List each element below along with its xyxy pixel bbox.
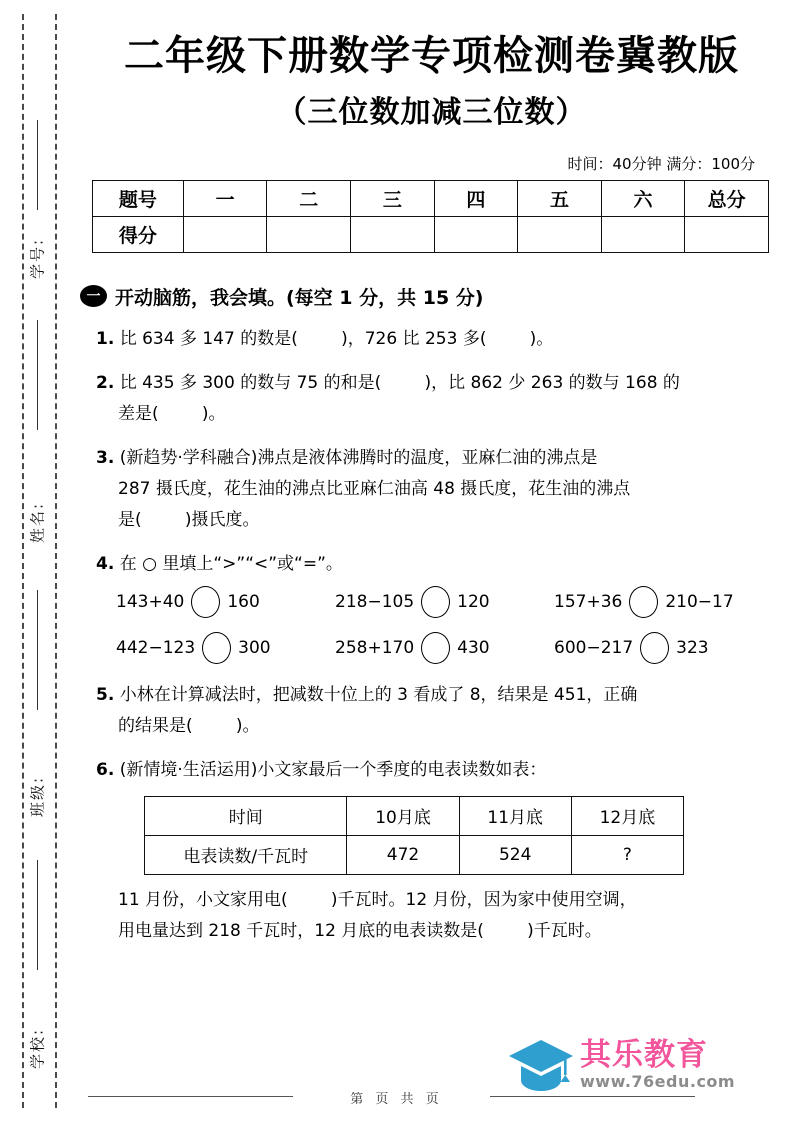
- question-body: (新趋势·学科融合)沸点是液体沸腾时的温度，亚麻仁油的沸点是: [119, 447, 598, 468]
- meter-table-wrapper: [144, 796, 684, 875]
- score-table-row-label: 题号: [93, 180, 184, 216]
- question-body: 比 435 多 300 的数与 75 的和是( )，比 862 少 263 的数与 168 的: [119, 372, 680, 393]
- meter-value-cell: 524: [459, 835, 571, 874]
- margin-label-student-id: 学号:: [28, 237, 47, 280]
- question-text-cont: 11 月份，小文家用电( )千瓦时。12 月份，因为家中使用空调，: [118, 889, 637, 910]
- comparison-right: 120: [457, 591, 490, 612]
- meter-header-cell: 11月底: [459, 796, 571, 835]
- question-2: [96, 368, 773, 430]
- comparison-left: 442−123: [116, 637, 196, 658]
- logo-url: www.76edu.com: [580, 1072, 736, 1092]
- comparison-right: 323: [676, 637, 709, 658]
- page-title: 二年级下册数学专项检测卷冀教版: [124, 33, 739, 79]
- margin-label-class: 班级:: [28, 775, 47, 818]
- comparison-left: 143+40: [116, 591, 185, 612]
- comparison-item: [554, 632, 773, 664]
- comparison-answer-circle[interactable]: [640, 632, 669, 664]
- score-table-header-cell: 三: [351, 180, 435, 216]
- question-text-cont: 差是( )。: [118, 403, 226, 424]
- margin-divider-2: [37, 320, 38, 430]
- meter-value-cell: 472: [347, 835, 459, 874]
- score-table-header-cell: 五: [518, 180, 602, 216]
- question-number: 1.: [96, 328, 115, 349]
- question-number: 6.: [96, 759, 115, 780]
- score-table-row-label: 得分: [93, 216, 184, 252]
- meter-header-cell: 时间: [145, 796, 347, 835]
- comparison-left: 157+36: [554, 591, 623, 612]
- question-text-cont: 是( )摄氏度。: [118, 509, 260, 530]
- page-subtitle: （三位数加减三位数）: [276, 94, 587, 130]
- question-text-cont: 用电量达到 218 千瓦时，12 月底的电表读数是( )千瓦时。: [118, 920, 602, 941]
- question-text: [96, 755, 773, 786]
- page-footer: 第 页 共 页: [350, 1092, 443, 1107]
- margin-divider-3: [37, 590, 38, 710]
- score-input-cell[interactable]: [601, 216, 685, 252]
- question-number: 5.: [96, 684, 115, 705]
- score-input-cell[interactable]: [351, 216, 435, 252]
- meter-row-label: 电表读数/千瓦时: [145, 835, 347, 874]
- exam-meta: 时间：40分钟 满分：100分: [567, 154, 755, 173]
- logo-name: 其乐教育: [580, 1036, 708, 1073]
- question-1: [96, 324, 773, 355]
- meter-header-cell: 10月底: [347, 796, 459, 835]
- comparison-item: [116, 586, 335, 618]
- comparison-left: 218−105: [335, 591, 415, 612]
- score-table: [92, 180, 769, 253]
- margin-label-school: 学校:: [28, 1027, 47, 1070]
- score-input-cell[interactable]: [518, 216, 602, 252]
- comparison-right: 160: [227, 591, 260, 612]
- question-text: [96, 680, 773, 711]
- question-text-cont: 的结果是( )。: [118, 715, 260, 736]
- section-title: 开动脑筋，我会填。(每空 1 分，共 15 分): [115, 286, 484, 309]
- table-row: [145, 835, 684, 874]
- question-text: [96, 324, 773, 355]
- score-table-header-cell: 一: [183, 180, 267, 216]
- question-6: [96, 755, 773, 947]
- question-4: [96, 549, 773, 664]
- score-table-wrapper: [92, 180, 769, 253]
- comparison-item: [116, 632, 335, 664]
- site-logo: [508, 1038, 735, 1092]
- question-3: [96, 443, 773, 536]
- score-table-header-cell: 六: [601, 180, 685, 216]
- comparison-item: [335, 632, 554, 664]
- score-input-cell[interactable]: [685, 216, 769, 252]
- score-input-cell[interactable]: [434, 216, 518, 252]
- meter-header-cell: 12月底: [571, 796, 683, 835]
- question-number: 3.: [96, 447, 115, 468]
- margin-label-name: 姓名:: [28, 501, 47, 544]
- comparison-grid: [116, 586, 773, 664]
- table-row: [145, 796, 684, 835]
- score-table-header-cell: 总分: [685, 180, 769, 216]
- comparison-answer-circle[interactable]: [421, 586, 450, 618]
- comparison-answer-circle[interactable]: [191, 586, 220, 618]
- comparison-item: [554, 586, 773, 618]
- question-text: [96, 368, 773, 399]
- comparison-right: 430: [457, 637, 490, 658]
- question-number: 2.: [96, 372, 115, 393]
- fold-line-inner: [55, 14, 57, 1108]
- score-input-cell[interactable]: [183, 216, 267, 252]
- graduation-cap-icon: [508, 1038, 574, 1092]
- logo-text-block: [580, 1036, 736, 1092]
- left-margin-rail: [0, 0, 70, 1122]
- question-text: [96, 443, 773, 474]
- question-number: 4.: [96, 553, 115, 574]
- question-body: 比 634 多 147 的数是( )，726 比 253 多( )。: [119, 328, 554, 349]
- comparison-left: 600−217: [554, 637, 634, 658]
- section-heading: [80, 283, 793, 310]
- comparison-answer-circle[interactable]: [202, 632, 231, 664]
- comparison-left: 258+170: [335, 637, 415, 658]
- comparison-right: 210−17: [665, 591, 734, 612]
- score-input-cell[interactable]: [267, 216, 351, 252]
- question-body: 在 ○ 里填上“>”“<”或“=”。: [119, 553, 343, 574]
- question-list: [96, 324, 773, 947]
- comparison-item: [335, 586, 554, 618]
- fold-line-outer: [22, 14, 24, 1108]
- comparison-answer-circle[interactable]: [421, 632, 450, 664]
- section-number-badge: 一: [80, 285, 107, 307]
- margin-divider-4: [37, 860, 38, 970]
- comparison-answer-circle[interactable]: [629, 586, 658, 618]
- meter-reading-table: [144, 796, 684, 875]
- question-text: [96, 549, 773, 580]
- question-body: (新情境·生活运用)小文家最后一个季度的电表读数如表：: [119, 759, 547, 780]
- score-table-header-cell: 二: [267, 180, 351, 216]
- score-table-header-cell: 四: [434, 180, 518, 216]
- question-5: [96, 680, 773, 742]
- comparison-right: 300: [238, 637, 271, 658]
- question-text-cont: 287 摄氏度，花生油的沸点比亚麻仁油高 48 摄氏度，花生油的沸点: [118, 478, 631, 499]
- content-column: [70, 0, 793, 1122]
- meter-value-cell: ?: [571, 835, 683, 874]
- table-row: [93, 216, 769, 252]
- table-row: [93, 180, 769, 216]
- question-body: 小林在计算减法时，把减数十位上的 3 看成了 8，结果是 451，正确: [119, 684, 638, 705]
- margin-divider-1: [37, 120, 38, 210]
